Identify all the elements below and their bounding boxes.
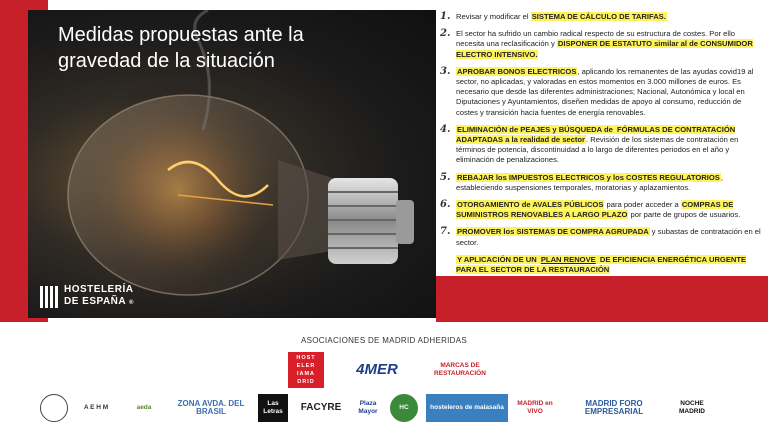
highlighted-text: ELIMINACIÓN de PEAJES y BÚSQUEDA de <box>457 124 615 134</box>
malasana-logo: hosteleros de malasaña <box>426 394 508 422</box>
measure-text-part: para poder acceder a <box>604 200 681 210</box>
marcas-restauracion-logo: MARCAS DE RESTAURACIÓN <box>430 353 490 387</box>
measure-text <box>456 173 764 193</box>
page-title: Medidas propuestas ante la gravedad de la situación <box>58 24 304 72</box>
brand-reg: ® <box>129 300 134 306</box>
measure-number: 5. <box>440 171 451 183</box>
hosteleria-madrid-logo: HOST ELER IAMA DRID <box>288 352 324 388</box>
measure-item <box>440 125 764 166</box>
highlighted-text: COMPRAS DE SUMINISTROS RENOVABLES A LARGO PLAZO <box>456 200 734 220</box>
zona-brasil-logo: ZONA AVDA. DEL BRASIL <box>172 394 250 422</box>
measure-text-part: Revisar y modificar el <box>456 12 531 21</box>
brand-line1: HOSTELERÍA <box>64 284 134 295</box>
measure-text <box>456 12 667 22</box>
associations-logos-secondary <box>40 394 710 422</box>
measure-text <box>456 255 764 275</box>
measure-item <box>440 12 764 22</box>
associations-title: ASOCIACIONES DE MADRID ADHERIDAS <box>300 336 468 345</box>
measure-number <box>440 255 450 275</box>
highlighted-text: REBAJAR los IMPUESTOS ELECTRICOS y los COSTES REGULATORIOS <box>457 172 720 182</box>
highlighted-text: SISTEMA DE CÁLCULO DE TARIFAS. <box>531 12 666 21</box>
hosteleria-espana-logo <box>40 284 134 309</box>
madrid-en-vivo-logo: MADRID en VIVO <box>516 394 554 422</box>
facyre-logo: FACYRE <box>296 394 346 422</box>
measure-item <box>440 67 764 118</box>
measure-text-part: El sector ha sufrido un cambio radical respecto de su estructura de costes. Por ello necesita una reclasificación y <box>456 29 735 49</box>
measure-text <box>456 125 764 166</box>
measure-number: 1. <box>440 11 451 22</box>
highlighted-text: PROMOVER los SISTEMAS DE COMPRA AGRUPADA <box>457 227 649 237</box>
measure-text-part: , aplicando los remanentes de las ayudas covid19 al sector, no aplicadas, y valoradas en estos momentos en 3.000 millones de euros. Es necesario que desde las diferentes administraciones; Nacional, Autonómica y local en Diputaciones y Ayuntamientos, diseñen medidas de apoyo al consumo, reducción de costes y transición hacia fuentes de energía renovables. <box>456 66 754 117</box>
measure-number: 2. <box>440 28 451 40</box>
aehm-logo: A E H M <box>76 394 116 422</box>
highlighted-text: APROBAR BONOS ELECTRICOS <box>457 66 577 76</box>
measure-item <box>440 227 764 247</box>
noche-madrid-logo: NOCHE MADRID <box>674 394 710 422</box>
columns-icon <box>40 286 58 308</box>
measure-text-part: y subastas de contratación en el sector. <box>456 227 761 247</box>
measure-number: 7. <box>440 226 451 238</box>
highlighted-text: OTORGAMIENTO de AVALES PÚBLICOS <box>457 200 604 210</box>
associations-logos-primary <box>288 352 490 388</box>
highlighted-text: DE EFICIENCIA ENERGÉTICA URGENTE PARA EL SECTOR DE LA RESTAURACIÓN <box>456 254 747 275</box>
highlighted-text: Y APLICACIÓN DE UN <box>457 254 539 264</box>
measure-item <box>440 173 764 193</box>
highlighted-text: DISPONER DE ESTATUTO similar al de CONSUMIDOR ELECTRO INTENSIVO. <box>456 39 753 59</box>
madrid-foro-logo: MADRID FORO EMPRESARIAL <box>562 394 666 422</box>
measure-item <box>440 29 764 60</box>
measure-number: 6. <box>440 199 451 211</box>
highlighted-text: PLAN RENOVE <box>540 254 596 264</box>
seal-logo <box>40 394 68 422</box>
measures-list <box>440 12 764 282</box>
measure-item <box>440 200 764 220</box>
las-letras-logo: Las Letras <box>258 394 288 422</box>
red-band-bottom <box>436 276 768 322</box>
measure-text-part: por parte de grupos de usuarios. <box>628 210 741 220</box>
highlighted-text: FÓRMULAS DE CONTRATACIÓN ADAPTADAS a la realidad de sector <box>456 124 736 145</box>
measure-item <box>440 255 764 275</box>
measure-number: 4. <box>440 123 451 135</box>
measure-number: 3. <box>440 65 451 77</box>
measure-text <box>456 200 764 220</box>
brand-line2: DE ESPAÑA <box>64 296 126 307</box>
measure-text-part: . Revisión de los sistemas de contratación en términos de potencia, discontinuidad a lo largo de diferentes periodos en el año y eliminación de penalizaciones. <box>456 135 739 165</box>
measure-text <box>456 67 764 118</box>
plaza-mayor-logo: Plaza Mayor <box>354 394 382 422</box>
measure-text <box>456 227 764 247</box>
measure-text <box>456 29 764 60</box>
4mer-logo: 4MER <box>346 355 408 385</box>
measure-text-part: , estableciendo suspensiones temporales, moratorias y aplazamientos. <box>456 172 723 192</box>
bulb-socket <box>328 178 414 264</box>
hc-logo: HC <box>390 394 418 422</box>
aeda-logo: aeda <box>124 394 164 422</box>
